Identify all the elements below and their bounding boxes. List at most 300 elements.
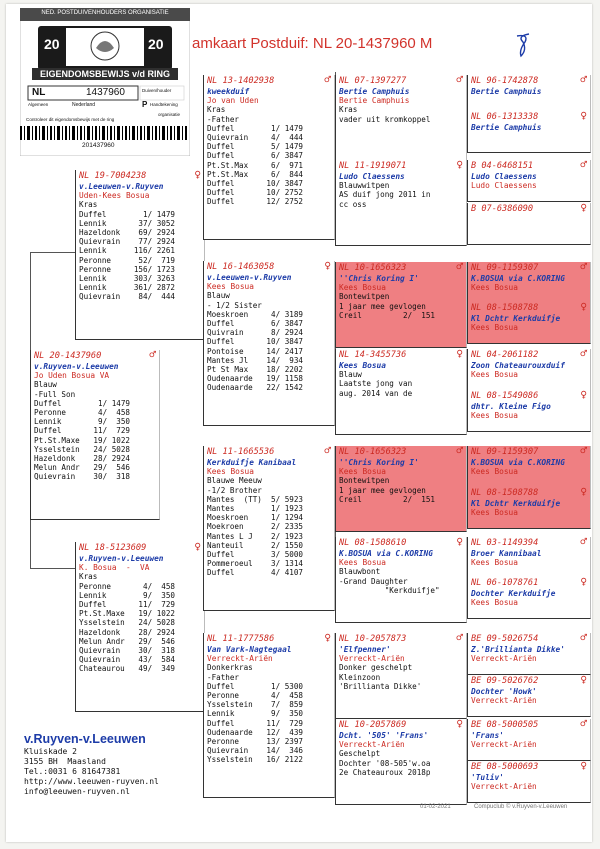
card-detail-line: Bontewitpen	[339, 292, 390, 302]
card-detail-line: Ysselstein 24/ 5028	[34, 444, 131, 454]
card-detail-line: Duffel 11/ 729	[34, 426, 131, 436]
ring-number-text: BE 08-5000505	[471, 720, 539, 730]
sex-icon: ♂	[580, 75, 587, 86]
pigeon-name: dhtr. Kleine Figo	[471, 402, 551, 411]
card-detail-line: Lennik 116/ 2261	[79, 246, 176, 256]
pigeon-name: Kl Dchtr Kerkduifje	[471, 499, 561, 508]
sex-icon: ♀	[456, 719, 463, 730]
card-detail-line: Quievrain 4/ 444	[207, 133, 304, 143]
card-detail-line: Moeskroen 1/ 1294	[207, 513, 304, 523]
sex-icon: ♀	[194, 542, 201, 553]
card-detail-line: Pt.St.Max 6/ 971	[207, 160, 304, 170]
pedigree-card-g7	[467, 349, 591, 391]
pedigree-card-g6	[467, 302, 591, 344]
sex-icon: ♂	[456, 446, 463, 457]
pigeon-name: v.Ruyven-v.Leeuwen	[79, 554, 164, 563]
owner-name: Kees Bosua	[207, 467, 254, 477]
card-detail-line: Quievrain 84/ 444	[79, 292, 176, 302]
card-detail-line: Duffel 1/ 1479	[79, 209, 176, 219]
pedigree-card-g14	[467, 675, 591, 717]
sex-icon: ♂	[324, 446, 331, 457]
card-detail-line: Peronne 4/ 458	[79, 581, 176, 591]
ring-number-text: NL 10-1656323	[339, 263, 407, 273]
sex-icon: ♂	[324, 75, 331, 86]
ring-card-graphic	[20, 8, 190, 156]
card-detail-line: Blauw	[207, 291, 230, 301]
card-detail-line: "Kerkduifje"	[339, 585, 440, 595]
pigeon-name: Zoon Chateaurouxduif	[471, 361, 565, 370]
pedigree-card-mmf	[335, 633, 467, 719]
sex-icon: ♀	[580, 111, 587, 122]
card-detail-line: Donker geschelpt	[339, 663, 413, 673]
card-detail-line: Bontewitpen	[339, 476, 390, 486]
ring-number-text: NL 03-1149394	[471, 538, 539, 548]
card-detail-line: cc oss	[339, 199, 367, 209]
card-detail-line: Peronne 4/ 458	[34, 408, 131, 418]
card-detail-line: Pt.St.Maxe 19/ 1022	[79, 609, 176, 619]
pedigree-card-fff	[335, 75, 467, 161]
pigeon-name: Ludo Claessens	[339, 172, 405, 181]
owner-name: Verreckt-Ariën	[471, 782, 537, 792]
ring-land: Nederland	[72, 102, 96, 108]
card-detail-line: Lennik 37/ 3052	[79, 218, 176, 228]
card-detail-line: Peronne 4/ 458	[207, 691, 304, 701]
owner-name: Verreckt-Ariën	[471, 654, 537, 664]
card-detail-line: vader uit kromkoppel	[339, 114, 431, 124]
card-detail-line: Quievrain 77/ 2924	[79, 237, 176, 247]
breeder-website[interactable]: http://www.leeuwen-ruyven.nl	[24, 777, 159, 786]
pigeon-name: K.BOSUA via C.KORING	[339, 549, 433, 558]
card-detail-line: Melun Andr 29/ 546	[79, 636, 176, 646]
owner-name: Verreckt-Ariën	[471, 696, 537, 706]
card-detail-line: Chateaurou 49/ 349	[79, 664, 176, 674]
card-detail-line: Laatste jong van	[339, 379, 413, 389]
pedigree-card-g11	[467, 537, 591, 579]
card-detail-line: Lennik 361/ 2872	[79, 283, 176, 293]
card-ring-number	[336, 349, 466, 361]
card-detail-line: Kleinzoon	[339, 672, 381, 682]
pedigree-card-g15	[467, 719, 591, 761]
ring-number-text: NL 07-1397277	[339, 76, 407, 86]
card-detail-line: Duffel 11/ 729	[207, 718, 304, 728]
card-detail-line: 1 jaar mee gevlogen	[339, 485, 426, 495]
card-detail-line: Moekroen 2/ 2335	[207, 522, 304, 532]
card-detail-line: Dochter '08-505'w.oa	[339, 758, 431, 768]
ring-control-text: Controleer dit eigendomsbewijs met de ring	[26, 117, 115, 122]
card-detail-line: Pt.St.Max 6/ 844	[207, 169, 304, 179]
sex-icon: ♀	[324, 633, 331, 644]
pedigree-card-g9	[467, 446, 591, 488]
card-detail-line: Mantes (TT) 5/ 5923	[207, 494, 304, 504]
connector-line	[30, 252, 31, 350]
owner-name: Uden-Kees Bosua	[79, 191, 150, 201]
pigeon-name: kweekduif	[207, 87, 250, 96]
card-detail-line: Mantes Jl 14/ 934	[207, 355, 304, 365]
card-detail-line: Lennik 9/ 350	[79, 590, 176, 600]
sex-icon: ♀	[324, 261, 331, 272]
card-detail-line: Quievrain 30/ 318	[34, 472, 131, 482]
pigeon-name: K.BOSUA via C.KORING	[471, 458, 565, 467]
card-detail-line: Duffel 10/ 3847	[207, 179, 304, 189]
breeder-contact	[24, 731, 159, 797]
card-detail-line: Duffel 3/ 5000	[207, 550, 304, 560]
card-ring-number	[336, 633, 466, 645]
card-ring-number	[468, 160, 590, 172]
card-detail-line: Duffel 11/ 729	[79, 600, 176, 610]
card-detail-line: Creil 2/ 151	[339, 310, 436, 320]
pedigree-card-mff	[335, 446, 467, 532]
card-detail-line: Duffel 10/ 2752	[207, 188, 304, 198]
pedigree-card-g5	[467, 262, 591, 304]
pedigree-card-mother	[75, 542, 205, 712]
sex-icon: ♀	[580, 302, 587, 313]
card-detail-line: Duffel 10/ 3847	[207, 337, 304, 347]
card-detail-line: Pt St Max 18/ 2202	[207, 365, 304, 375]
pedigree-page	[6, 4, 592, 842]
pigeon-name: Bertie Camphuis	[471, 87, 542, 96]
handwritten-signature	[511, 32, 535, 58]
owner-name: Verreckt-Ariën	[339, 740, 405, 750]
ring-org-code-b: P	[142, 100, 148, 109]
sex-icon: ♂	[149, 350, 156, 361]
sex-icon: ♀	[194, 170, 201, 181]
owner-name: Kees Bosua	[471, 323, 518, 333]
card-ring-number	[31, 350, 159, 362]
card-ring-number	[204, 633, 334, 645]
ring-number-text: BE 09-5026754	[471, 634, 539, 644]
pigeon-name: Van Vark-Nagtegaal	[207, 645, 292, 654]
sex-icon: ♂	[456, 262, 463, 273]
sex-icon: ♂	[580, 446, 587, 457]
ring-org-text: NED. POSTDUIVENHOUDERS ORGANISATIE	[41, 10, 169, 16]
card-detail-line: -Full Son	[34, 389, 76, 399]
ring-number: 1437960	[86, 87, 125, 98]
ring-number-text: NL 09-1159307	[471, 263, 539, 273]
card-detail-line: Ysselstein 7/ 859	[207, 700, 304, 710]
ring-ownership-card	[20, 8, 190, 156]
sex-icon: ♀	[580, 577, 587, 588]
card-detail-line: Melun Andr 29/ 546	[34, 463, 131, 473]
card-detail-line: Duffel 6/ 3847	[207, 151, 304, 161]
pigeon-name: v.Leeuwen-v.Ruyven	[79, 182, 164, 191]
connector-line	[30, 520, 31, 568]
card-detail-line: Nanteuil 2/ 1550	[207, 540, 304, 550]
ring-number-text: NL 06-1313338	[471, 112, 539, 122]
card-ring-number	[468, 302, 590, 314]
card-ring-number	[336, 262, 466, 274]
card-detail-line: Duffel 1/ 1479	[34, 398, 131, 408]
card-detail-line: Duffel 12/ 2752	[207, 197, 304, 207]
owner-name: Verreckt-Ariën	[339, 654, 405, 664]
card-ring-number	[336, 75, 466, 87]
ring-number-text: NL 11-1665536	[207, 447, 275, 457]
ring-number-text: NL 10-1656323	[339, 447, 407, 457]
card-ring-number	[468, 262, 590, 274]
card-ring-number	[468, 675, 590, 687]
owner-name: Kees Bosua	[207, 282, 254, 292]
owner-name: Kees Bosua	[471, 467, 518, 477]
owner-name: Bertie Camphuis	[339, 96, 410, 106]
ring-barcode-number: 201437960	[82, 142, 115, 149]
card-ring-number	[468, 719, 590, 731]
ring-number-text: NL 14-3455736	[339, 350, 407, 360]
card-detail-line: Pommeroeul 3/ 1314	[207, 559, 304, 569]
card-detail-line: Quievrain 14/ 346	[207, 746, 304, 756]
owner-name: Kees Bosua	[339, 558, 386, 568]
pigeon-name: Dcht. '505' 'Frans'	[339, 731, 429, 740]
sex-icon: ♂	[580, 349, 587, 360]
connector-line	[30, 252, 75, 253]
sex-icon: ♂	[456, 633, 463, 644]
sex-icon: ♂	[580, 537, 587, 548]
ring-number-text: NL 19-7004238	[79, 171, 147, 181]
card-ring-number	[468, 349, 590, 361]
breeder-email[interactable]: info@leeuwen-ruyven.nl	[24, 787, 130, 796]
ring-year-left: 20	[44, 36, 60, 52]
card-ring-number	[204, 446, 334, 458]
card-detail-line: Hazeldonk 69/ 2924	[79, 228, 176, 238]
card-ring-number	[468, 203, 590, 215]
card-detail-line: Hazeldonk 28/ 2924	[79, 627, 176, 637]
card-detail-line: -1/2 Brother	[207, 485, 262, 495]
ring-number-text: NL 04-2061182	[471, 350, 539, 360]
card-detail-line: Donkerkras	[207, 663, 253, 673]
pedigree-card-g3	[467, 160, 591, 202]
card-ring-number	[204, 75, 334, 87]
owner-name: Verreckt-Ariën	[471, 740, 537, 750]
card-detail-line: Blauw	[339, 370, 362, 380]
ring-country: NL	[32, 87, 46, 98]
pedigree-card-mfm	[335, 537, 467, 623]
card-ring-number	[468, 761, 590, 773]
card-detail-line: Moeskroen 4/ 3189	[207, 309, 304, 319]
pigeon-name: Ludo Claessens	[471, 172, 537, 181]
ring-number-text: NL 10-2057873	[339, 634, 407, 644]
card-detail-line: Kras	[339, 105, 358, 115]
sex-icon: ♀	[456, 349, 463, 360]
pedigree-card-ffm	[335, 160, 467, 246]
ring-number-text: NL 16-1463058	[207, 262, 275, 272]
pigeon-name: Bertie Camphuis	[339, 87, 410, 96]
pedigree-card-fm	[203, 261, 335, 426]
pigeon-name: ''Chris Koring I'	[339, 458, 419, 467]
pigeon-name: 'Tuliv'	[471, 773, 504, 782]
pedigree-card-g2	[467, 111, 591, 153]
pigeon-name: 'Elfpenner'	[339, 645, 391, 654]
ring-number-text: NL 96-1742878	[471, 76, 539, 86]
connector-line	[30, 568, 75, 569]
card-detail-line: - 1/2 Sister	[207, 300, 262, 310]
card-detail-line: Lennik 9/ 350	[34, 417, 131, 427]
sex-icon: ♀	[580, 203, 587, 214]
ring-number-text: B 04-6468151	[471, 161, 534, 171]
card-detail-line: Lennik 303/ 3263	[79, 274, 176, 284]
pigeon-name: K.BOSUA via C.KORING	[471, 274, 565, 283]
pigeon-name: Broer Kannibaal	[471, 549, 542, 558]
card-detail-line: -Father	[207, 114, 240, 124]
software-credit: Compuclub © v.Ruyven-v.Leeuwen	[474, 804, 568, 810]
ring-number-text: NL 08-1508788	[471, 488, 539, 498]
sex-icon: ♀	[580, 761, 587, 772]
card-ring-number	[204, 261, 334, 273]
card-detail-line: Blauwe Meeuw	[207, 476, 262, 486]
ring-number-text: NL 18-5123609	[79, 543, 147, 553]
card-detail-line: Duffel 6/ 3847	[207, 319, 304, 329]
card-ring-number	[336, 537, 466, 549]
card-ring-number	[468, 390, 590, 402]
pigeon-name: v.Ruyven-v.Leeuwen	[34, 362, 119, 371]
breeder-name: v.Ruyven-v.Leeuwen	[24, 732, 146, 746]
ring-number-text: NL 10-2057869	[339, 720, 407, 730]
print-date: 01-02-2021	[420, 804, 451, 810]
card-detail-line: Duffel 5/ 1479	[207, 142, 304, 152]
pigeon-name: Dochter 'Howk'	[471, 687, 537, 696]
card-detail-line: Mantes 1/ 1923	[207, 504, 304, 514]
pedigree-card-g16	[467, 761, 591, 803]
sex-icon: ♀	[456, 160, 463, 171]
ring-number-text: NL 09-1159307	[471, 447, 539, 457]
page-title: amkaart Postduif: NL 20-1437960 M	[192, 35, 433, 52]
pedigree-card-g13	[467, 633, 591, 675]
ring-number-text: NL 13-1402938	[207, 76, 275, 86]
pedigree-card-mm	[203, 633, 335, 798]
card-detail-line: Peronne 156/ 1723	[79, 264, 176, 274]
pigeon-name: Kerkduifje Kanibaal	[207, 458, 297, 467]
card-detail-line: Creil 2/ 151	[339, 494, 436, 504]
card-ring-number	[336, 719, 466, 731]
card-detail-line: 1 jaar mee gevlogen	[339, 301, 426, 311]
card-detail-line: Quievrain 43/ 584	[79, 655, 176, 665]
owner-name: Jo Uden Bosua VA	[34, 371, 110, 381]
card-ring-number	[336, 446, 466, 458]
card-detail-line: Kras	[79, 200, 98, 210]
ring-number-text: B 07-6386090	[471, 204, 534, 214]
ring-number-text: NL 20-1437960	[34, 351, 102, 361]
ring-org-code-c: Handtekening	[150, 102, 178, 107]
card-detail-line: Kras	[79, 572, 98, 582]
ring-number-text: BE 09-5026762	[471, 676, 539, 686]
card-detail-line: -Father	[207, 672, 240, 682]
pigeon-name: Z.'Brillianta Dikke'	[471, 645, 565, 654]
pedigree-card-mf	[203, 446, 335, 611]
card-detail-line: Oudenaarde 12/ 439	[207, 727, 304, 737]
pedigree-card-father	[75, 170, 205, 340]
card-ring-number	[468, 633, 590, 645]
owner-name: Kees Bosua	[471, 283, 518, 293]
ring-org-code-d: Algemeen	[28, 102, 49, 107]
card-detail-line: aug. 2014 van de	[339, 388, 413, 398]
sex-icon: ♂	[580, 160, 587, 171]
card-detail-line: AS duif jong 2011 in	[339, 190, 431, 200]
ring-organisation: organisatie	[158, 112, 181, 117]
card-ring-number	[468, 577, 590, 589]
ring-banner: EIGENDOMSBEWIJS v/d RING	[39, 69, 171, 79]
ring-number-text: NL 08-1508788	[471, 303, 539, 313]
owner-name: Kees Bosua	[339, 467, 386, 477]
owner-name: Kees Bosua	[471, 411, 518, 421]
ring-number-text: NL 08-1549086	[471, 391, 539, 401]
pigeon-name: Kees Bosua	[339, 361, 386, 370]
owner-name: Ludo Claessens	[471, 181, 537, 191]
card-ring-number	[468, 75, 590, 87]
card-detail-line: Ysselstein 24/ 5028	[79, 618, 176, 628]
card-detail-line: Duffel 1/ 1479	[207, 123, 304, 133]
ring-number-text: BE 08-5000693	[471, 762, 539, 772]
card-detail-line: Hazeldonk 28/ 2924	[34, 454, 131, 464]
pedigree-card-mmm	[335, 719, 467, 805]
card-detail-line: Oudenaarde 22/ 1542	[207, 383, 304, 393]
owner-name: Kees Bosua	[471, 558, 518, 568]
card-detail-line: -Grand Daughter	[339, 576, 408, 586]
pedigree-card-subject	[30, 350, 160, 520]
card-detail-line: Geschelpt	[339, 749, 381, 759]
owner-name: Kees Bosua	[339, 283, 386, 293]
ring-org-code-a: Duiven/houder	[142, 88, 172, 93]
card-ring-number	[468, 111, 590, 123]
pigeon-name: Dochter Kerkduifje	[471, 589, 556, 598]
card-ring-number	[468, 537, 590, 549]
card-detail-line: 2e Chateauroux 2018p	[339, 767, 431, 777]
card-ring-number	[76, 542, 204, 554]
pedigree-card-g8	[467, 390, 591, 432]
ring-number-text: NL 06-1078761	[471, 578, 539, 588]
pedigree-card-g4	[467, 203, 591, 245]
card-ring-number	[336, 160, 466, 172]
card-detail-line: Blauwbont	[339, 567, 381, 577]
pigeon-name: v.Leeuwen-v.Ruyven	[207, 273, 292, 282]
sex-icon: ♀	[580, 390, 587, 401]
card-detail-line: Lennik 9/ 350	[207, 709, 304, 719]
card-detail-line: Pt.St.Maxe 19/ 1022	[34, 435, 131, 445]
card-detail-line: Pontoise 14/ 2417	[207, 346, 304, 356]
pedigree-card-g12	[467, 577, 591, 619]
ring-number-text: NL 11-1777586	[207, 634, 275, 644]
sex-icon: ♂	[580, 262, 587, 273]
ring-number-text: NL 08-1508610	[339, 538, 407, 548]
card-detail-line: Quievrain 30/ 318	[79, 646, 176, 656]
sex-icon: ♂	[580, 719, 587, 730]
card-detail-line: Ysselstein 16/ 2122	[207, 755, 304, 765]
pedigree-card-ff	[203, 75, 335, 240]
sex-icon: ♂	[456, 75, 463, 86]
pigeon-name: Bertie Camphuis	[471, 123, 542, 132]
card-detail-line: Duffel 1/ 5300	[207, 681, 304, 691]
breeder-address2: 3155 BH Maasland	[24, 757, 106, 766]
ring-year-right: 20	[148, 36, 164, 52]
pigeon-name: Kl Dchtr Kerkduifje	[471, 314, 561, 323]
owner-name: Kees Bosua	[471, 508, 518, 518]
owner-name: Jo van Uden	[207, 96, 259, 106]
sex-icon: ♀	[580, 675, 587, 686]
ring-number-text: NL 11-1919071	[339, 161, 407, 171]
card-detail-line: Blauw	[34, 380, 57, 390]
card-detail-line: 'Brillianta Dikke'	[339, 681, 422, 691]
sex-icon: ♀	[580, 487, 587, 498]
pedigree-card-fmm	[335, 349, 467, 435]
card-detail-line: Peronne 13/ 2397	[207, 737, 304, 747]
card-detail-line: Duffel 4/ 4107	[207, 568, 304, 578]
pigeon-name: 'Frans'	[471, 731, 504, 740]
card-detail-line: Mantes L J 2/ 1923	[207, 531, 304, 541]
card-detail-line: Oudenaarde 19/ 1158	[207, 374, 304, 384]
pigeon-name: ''Chris Koring I'	[339, 274, 419, 283]
pedigree-card-fmf	[335, 262, 467, 348]
card-detail-line: Blauwwitpen	[339, 181, 390, 191]
card-detail-line: Peronne 52/ 719	[79, 255, 176, 265]
card-detail-line: Quivrain 8/ 2924	[207, 328, 304, 338]
sex-icon: ♂	[580, 633, 587, 644]
card-ring-number	[468, 446, 590, 458]
